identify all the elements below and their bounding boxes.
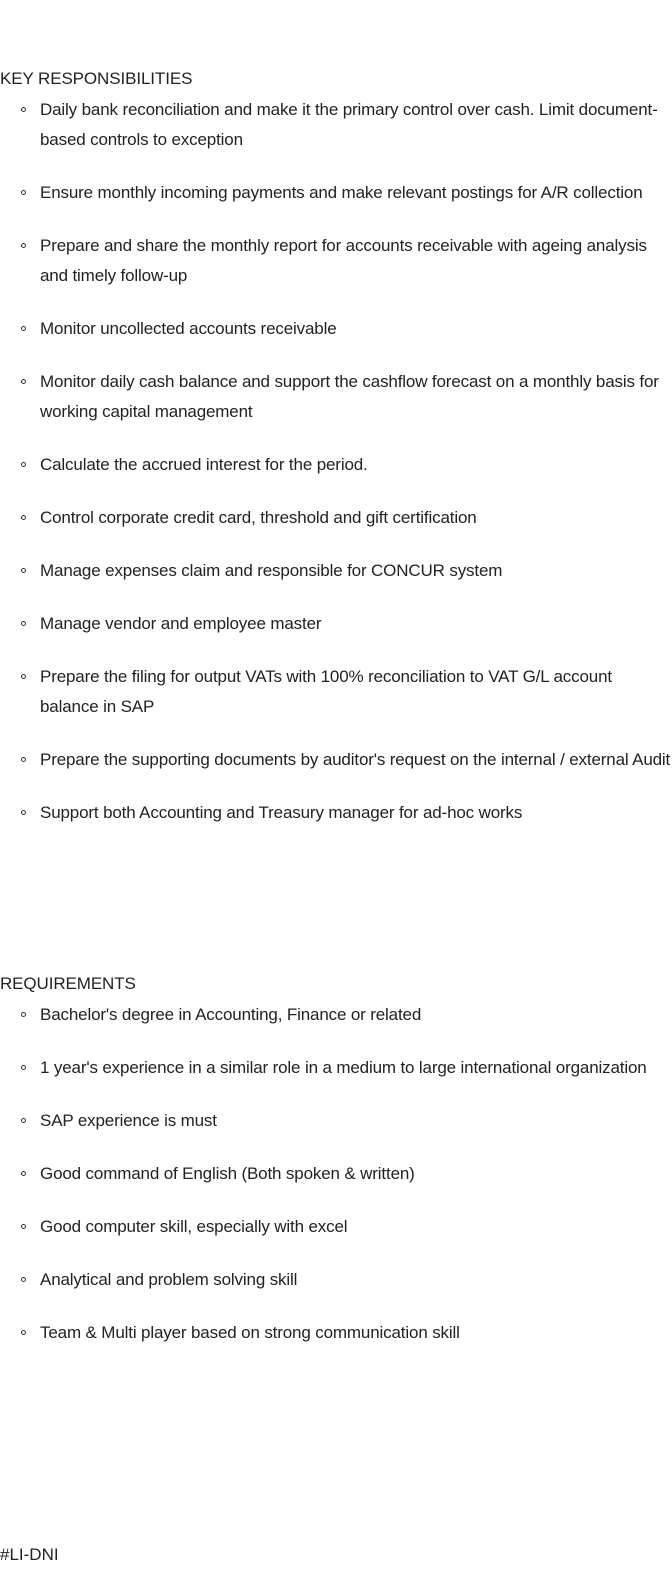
list-item: Team & Multi player based on strong communication skill — [0, 1318, 672, 1348]
list-item: Prepare and share the monthly report for accounts receivable with ageing analysis and timely follow-up — [0, 231, 672, 291]
list-item: Monitor uncollected accounts receivable — [0, 314, 672, 344]
list-item: Analytical and problem solving skill — [0, 1265, 672, 1295]
list-item: Manage expenses claim and responsible for CONCUR system — [0, 556, 672, 586]
list-item: Monitor daily cash balance and support the cashflow forecast on a monthly basis for working capital management — [0, 367, 672, 427]
list-item: Good computer skill, especially with excel — [0, 1212, 672, 1242]
list-item: Support both Accounting and Treasury manager for ad-hoc works — [0, 798, 672, 828]
list-item: Control corporate credit card, threshold and gift certification — [0, 503, 672, 533]
list-item: Good command of English (Both spoken & written) — [0, 1159, 672, 1189]
list-item: Daily bank reconciliation and make it the primary control over cash. Limit document-based controls to exception — [0, 95, 672, 155]
list-item: 1 year's experience in a similar role in a medium to large international organization — [0, 1053, 672, 1083]
list-item: Bachelor's degree in Accounting, Finance or related — [0, 1000, 672, 1030]
responsibilities-list — [0, 95, 672, 828]
list-item: SAP experience is must — [0, 1106, 672, 1136]
key-responsibilities-section — [0, 64, 672, 851]
list-item: Manage vendor and employee master — [0, 609, 672, 639]
list-item: Prepare the filing for output VATs with 100% reconciliation to VAT G/L account balance in SAP — [0, 662, 672, 722]
hashtag-label: #LI-DNI — [0, 1545, 59, 1564]
section-title-requirements: REQUIREMENTS — [0, 974, 136, 993]
requirements-list — [0, 1000, 672, 1348]
list-item: Ensure monthly incoming payments and make relevant postings for A/R collection — [0, 178, 672, 208]
list-item: Prepare the supporting documents by auditor's request on the internal / external Audit — [0, 745, 672, 775]
requirements-section — [0, 969, 672, 1371]
list-item: Calculate the accrued interest for the period. — [0, 450, 672, 480]
section-title-responsibilities: KEY RESPONSIBILITIES — [0, 69, 193, 88]
